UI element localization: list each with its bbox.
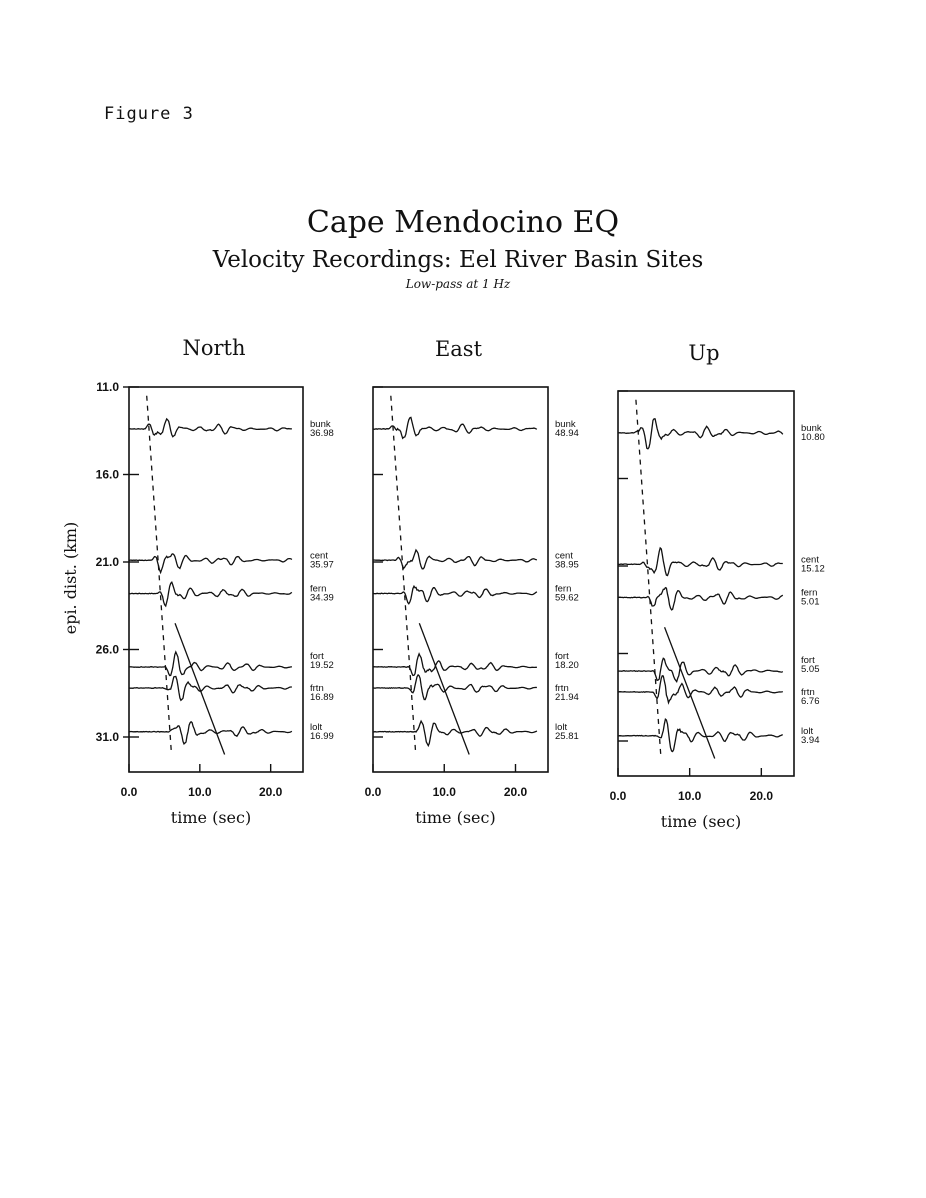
- trace-fern: [618, 588, 783, 610]
- trace-fort: [373, 654, 537, 676]
- trace-fern: [129, 582, 292, 606]
- panel-frame-east: [373, 387, 548, 772]
- site-label-lolt: lolt: [801, 725, 814, 737]
- site-label-cent: cent: [310, 550, 328, 562]
- panel-title-up: Up: [688, 341, 720, 365]
- trace-bunk: [373, 417, 537, 438]
- site-label-cent: cent: [555, 550, 573, 562]
- trace-lolt: [618, 719, 783, 751]
- site-label-fort: fort: [801, 655, 815, 666]
- site-label-lolt: lolt: [555, 721, 568, 733]
- panel-title-east: East: [434, 337, 483, 361]
- y-tick-label: 26.0: [95, 642, 119, 657]
- site-label-fern: fern: [801, 587, 818, 599]
- peak-value-fern: 34.39: [310, 592, 334, 604]
- filter-note: Low-pass at 1 Hz: [405, 277, 511, 291]
- peak-value-bunk: 10.80: [801, 432, 825, 443]
- y-tick-label: 11.0: [96, 380, 119, 394]
- site-label-frtn: frtn: [310, 683, 324, 694]
- site-label-bunk: bunk: [555, 419, 576, 430]
- x-tick-label: 10.0: [677, 789, 702, 803]
- trace-fort: [129, 652, 292, 676]
- chart-title: Cape Mendocino EQ: [306, 205, 620, 240]
- peak-value-frtn: 16.89: [310, 692, 334, 703]
- trace-fort: [618, 658, 783, 681]
- p-wave-line: [147, 396, 172, 755]
- x-tick-label: 20.0: [503, 785, 528, 799]
- site-label-fort: fort: [310, 651, 324, 662]
- y-tick-label: 16.0: [95, 467, 119, 482]
- panel-title-north: North: [182, 336, 246, 360]
- x-tick-label: 10.0: [188, 785, 212, 799]
- peak-value-cent: 35.97: [310, 559, 334, 571]
- x-axis-label: time (sec): [415, 808, 496, 827]
- peak-value-fern: 59.62: [555, 592, 579, 604]
- site-label-cent: cent: [801, 554, 819, 566]
- x-axis-label: time (sec): [170, 808, 252, 827]
- site-label-frtn: frtn: [801, 687, 815, 698]
- peak-value-bunk: 36.98: [310, 428, 334, 439]
- peak-value-frtn: 21.94: [555, 692, 579, 703]
- chart-subtitle: Velocity Recordings: Eel River Basin Sites: [212, 247, 704, 273]
- peak-value-cent: 15.12: [801, 563, 825, 575]
- site-label-bunk: bunk: [801, 423, 822, 434]
- trace-lolt: [373, 721, 537, 746]
- y-tick-label: 31.0: [95, 730, 119, 744]
- peak-value-fort: 5.05: [801, 664, 820, 675]
- x-tick-label: 20.0: [258, 785, 283, 799]
- peak-value-frtn: 6.76: [801, 696, 820, 707]
- site-label-fern: fern: [310, 583, 327, 595]
- trace-bunk: [618, 419, 783, 449]
- peak-value-fort: 19.52: [310, 660, 334, 671]
- site-label-bunk: bunk: [310, 419, 331, 430]
- trace-bunk: [129, 419, 292, 437]
- peak-value-lolt: 25.81: [555, 730, 579, 742]
- trace-frtn: [129, 677, 292, 701]
- x-tick-label: 0.0: [364, 785, 382, 799]
- site-label-fern: fern: [555, 583, 572, 595]
- site-label-lolt: lolt: [310, 721, 323, 733]
- x-tick-label: 0.0: [609, 789, 627, 803]
- trace-cent: [618, 548, 783, 576]
- site-label-frtn: frtn: [555, 683, 569, 694]
- trace-cent: [373, 550, 537, 569]
- peak-value-lolt: 3.94: [801, 734, 820, 746]
- panel-frame-north: [129, 387, 303, 772]
- trace-lolt: [129, 722, 292, 744]
- trace-fern: [373, 586, 537, 604]
- y-axis-label: epi. dist. (km): [61, 521, 80, 635]
- panel-frame-up: [618, 391, 794, 776]
- x-tick-label: 20.0: [749, 789, 774, 803]
- site-label-fort: fort: [555, 651, 569, 662]
- p-wave-line: [391, 396, 416, 755]
- y-tick-label: 21.0: [95, 555, 119, 569]
- p-wave-line: [636, 400, 661, 759]
- peak-value-bunk: 48.94: [555, 428, 579, 439]
- peak-value-fern: 5.01: [801, 596, 820, 608]
- trace-cent: [129, 554, 292, 573]
- trace-frtn: [373, 675, 537, 700]
- x-tick-label: 10.0: [432, 785, 456, 799]
- trace-frtn: [618, 676, 783, 703]
- peak-value-cent: 38.95: [555, 559, 579, 571]
- x-tick-label: 0.0: [120, 785, 138, 799]
- figure-label: Figure 3: [104, 104, 194, 124]
- x-axis-label: time (sec): [660, 812, 742, 831]
- peak-value-lolt: 16.99: [310, 730, 334, 742]
- peak-value-fort: 18.20: [555, 660, 579, 671]
